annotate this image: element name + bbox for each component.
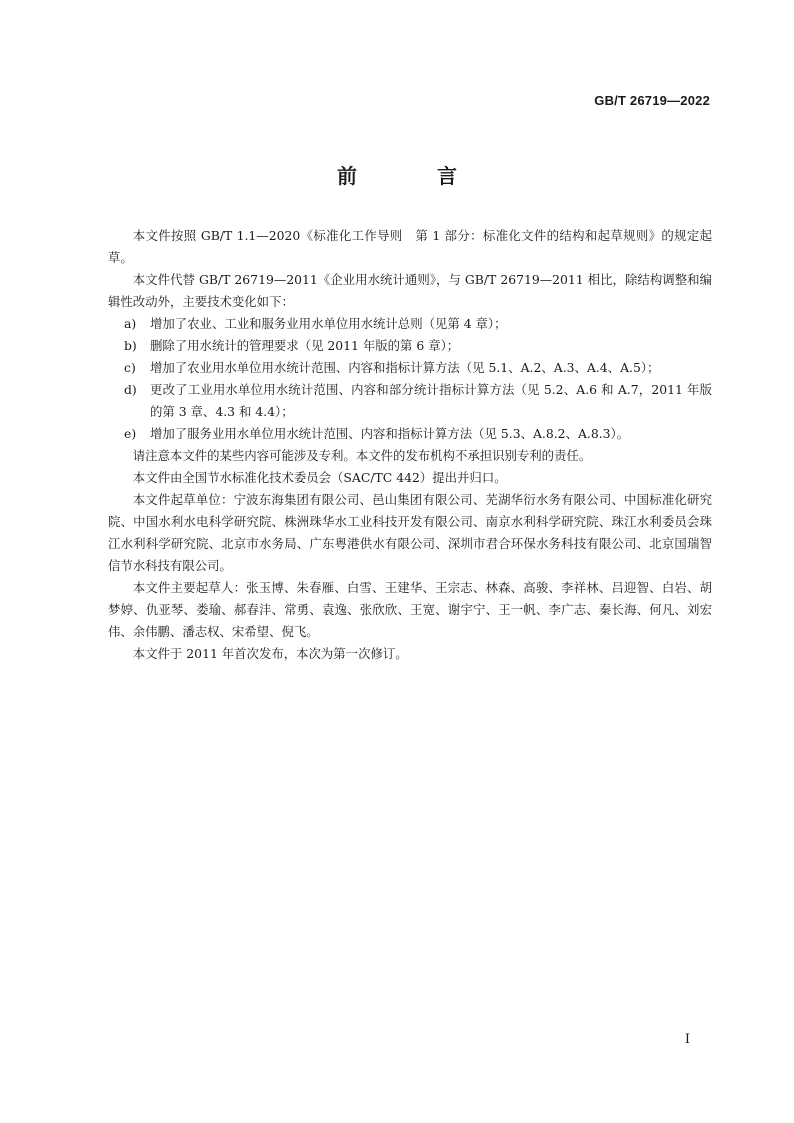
list-text: 增加了服务业用水单位用水统计范围、内容和指标计算方法（见 5.3、A.8.2、A.8.3）。	[150, 426, 630, 441]
change-item-c	[108, 357, 712, 379]
paragraph-drafters: 本文件主要起草人：张玉博、朱春雁、白雪、王建华、王宗志、林森、高骏、李祥林、吕迎智、白岩、胡梦婷、仇亚琴、娄瑜、郝春沣、常勇、袁逸、张欣欣、王宽、谢宇宁、王一帆、李广志、秦长海、何凡、刘宏伟、余伟鹏、潘志权、宋希望、倪飞。	[108, 580, 712, 639]
page-number: I	[684, 1032, 690, 1047]
change-item-e	[108, 423, 712, 445]
change-item-d	[108, 379, 712, 423]
paragraph-drafting-basis: 本文件按照 GB/T 1.1—2020《标准化工作导则 第 1 部分：标准化文件的结构和起草规则》的规定起草。	[108, 228, 712, 265]
document-body	[108, 225, 712, 665]
list-marker: d)	[124, 382, 137, 397]
paragraph-patent-notice: 请注意本文件的某些内容可能涉及专利。本文件的发布机构不承担识别专利的责任。	[132, 448, 592, 463]
paragraph-replacement: 本文件代替 GB/T 26719—2011《企业用水统计通则》，与 GB/T 26719—2011 相比，除结构调整和编辑性改动外，主要技术变化如下：	[108, 272, 712, 309]
list-text: 增加了农业、工业和服务业用水单位用水统计总则（见第 4 章）；	[150, 316, 507, 331]
change-item-b	[108, 335, 712, 357]
list-marker: c)	[124, 360, 136, 375]
page-title: 前 言	[337, 164, 487, 188]
list-text: 更改了工业用水单位用水统计范围、内容和部分统计指标计算方法（见 5.2、A.6 和 A.7，2011 年版的第 3 章、4.3 和 4.4）；	[150, 382, 712, 419]
paragraph-drafting-units: 本文件起草单位：宁波东海集团有限公司、邑山集团有限公司、芜湖华衍水务有限公司、中国标准化研究院、中国水利水电科学研究院、株洲珠华水工业科技开发有限公司、南京水利科学研究院、珠江水利委员会珠江水利科学研究院、北京市水务局、广东粤港供水有限公司、深圳市君合环保水务科技有限公司、北京国瑞智信节水科技有限公司。	[108, 492, 712, 573]
paragraph-history: 本文件于 2011 年首次发布，本次为第一次修订。	[132, 646, 408, 661]
list-text: 删除了用水统计的管理要求（见 2011 年版的第 6 章）；	[150, 338, 460, 353]
list-text: 增加了农业用水单位用水统计范围、内容和指标计算方法（见 5.1、A.2、A.3、A.4、A.5）；	[150, 360, 660, 375]
paragraph-proposer: 本文件由全国节水标准化技术委员会（SAC/TC 442）提出并归口。	[132, 470, 507, 485]
list-marker: b)	[124, 338, 137, 353]
standard-code: GB/T 26719—2022	[594, 93, 710, 108]
change-item-a	[108, 313, 712, 335]
list-marker: a)	[124, 316, 137, 331]
list-marker: e)	[124, 426, 137, 441]
